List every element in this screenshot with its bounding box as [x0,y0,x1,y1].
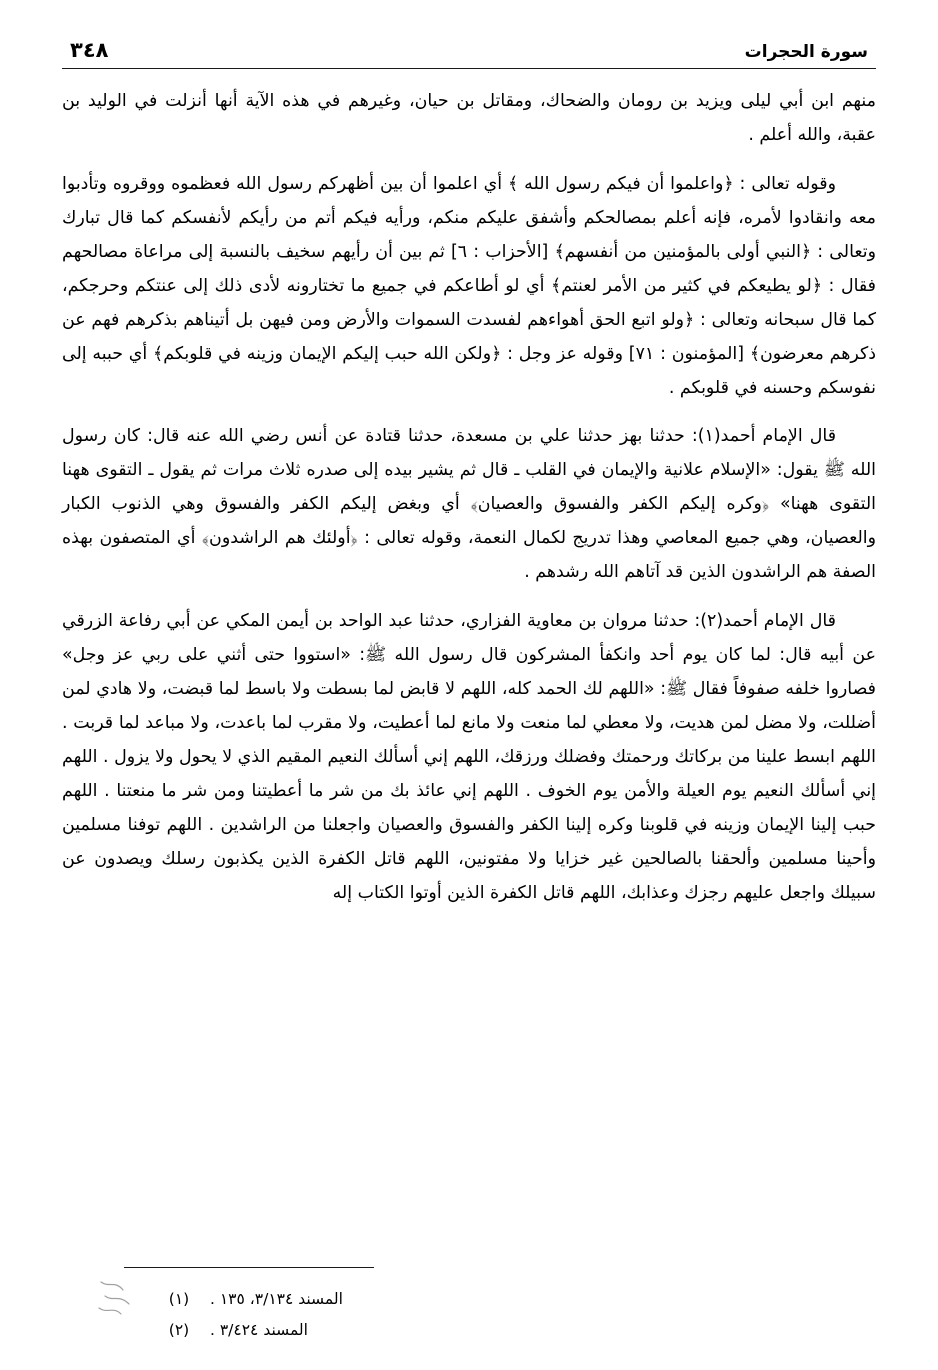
paragraph: وقوله تعالى : ﴿واعلموا أن فيكم رسول الله ﴾ أي اعلموا أن بين أظهركم رسول الله فعظموه ووقروه وتأدبوا معه وانقادوا لأمره، فإنه أعلم بمصالحكم وأشفق عليكم منكم، ورأيه فيكم أتم من رأيكم لأنفسكم كما قال تبارك وتعالى : ﴿النبي أولى بالمؤمنين من أنفسهم﴾ [الأحزاب : ٦] ثم بين أن رأيهم سخيف بالنسبة إلى مراعاة مصالحهم فقال : ﴿لو يطيعكم في كثير من الأمر لعنتم﴾ أي لو أطاعكم في جميع ما تختارونه لأدى ذلك إلى عنتكم وحرجكم، كما قال سبحانه وتعالى : ﴿ولو اتبع الحق أهواءهم لفسدت السموات والأرض ومن فيهن بل أتيناهم بذكرهم فهم عن ذكرهم معرضون﴾ [المؤمنون : ٧١] وقوله عز وجل : ﴿ولكن الله حبب إليكم الإيمان وزينه في قلوبكم﴾ أي حببه إلى نفوسكم وحسنه في قلوبكم . [62,173,877,398]
page-number: ٣٤٨ [70,38,109,62]
paragraph: منهم ابن أبي ليلى ويزيد بن رومان والضحاك، ومقاتل بن حيان، وغيرهم في هذه الآية أنها أنزلت في الوليد بن عقبة، والله أعلم . [62,91,876,145]
footnote-separator [124,1267,374,1268]
surah-title: سورة الحجرات [744,42,868,62]
page-body [62,85,876,1263]
ink-mark-icon [95,1276,155,1318]
footnote-item [102,1315,876,1346]
paragraph: قال الإمام أحمد(٢): حدثنا مروان بن معاوية الفزاري، حدثنا عبد الواحد بن أيمن المكي عن أبي رفاعة الزرقي عن أبيه قال: لما كان يوم أحد وانكفأ المشركون قال رسول الله ﷺ: «استووا حتى أثني على ربي عز وجل» فصاروا خلفه صفوفاً فقال ﷺ: «اللهم لك الحمد كله، اللهم لا قابض لما بسطت ولا باسط لما قبضت، ولا هادي لمن أضللت، ولا مضل لمن هديت، ولا معطي لما منعت ولا مانع لما أعطيت، ولا مقرب لما باعدت، ولا مباعد لما قربت . اللهم ابسط علينا من بركاتك ورحمتك وفضلك ورزقك، اللهم إني أسألك النعيم المقيم الذي لا يحول ولا يزول . اللهم إني أسألك النعيم يوم العيلة والأمن يوم الخوف . اللهم إني عائذ بك من شر ما أعطيتنا ومن شر ما منعتنا . اللهم حبب إلينا الإيمان وزينه في قلوبنا وكره إلينا الكفر والفسوق والعصيان واجعلنا من الراشدين . اللهم توفنا مسلمين وأحينا مسلمين وألحقنا بالصالحين غير خزايا ولا مفتونين، اللهم قاتل الكفرة الذين يكذبون رسلك ويصدون عن سبيلك واجعل عليهم رجزك وعذابك، اللهم قاتل الكفرة الذين أوتوا الكتاب إله [62,611,876,903]
footnote-text: المسند ٣/٤٢٤ . [210,1321,308,1339]
footnotes [62,1284,876,1346]
footnote-number: (١) [168,1290,190,1308]
footnote-text: المسند ٣/١٣٤، ١٣٥ . [210,1290,343,1308]
page-header [62,38,876,69]
footnote-item [102,1284,876,1315]
paragraph: قال الإمام أحمد(١): حدثنا بهز حدثنا علي بن مسعدة، حدثنا قتادة عن أنس رضي الله عنه قال: كان رسول الله ﷺ يقول: «الإسلام علانية والإيمان في القلب ـ قال ثم يشير بيده إلى صدره ثلاث مرات ثم يقول ـ التقوى ههنا التقوى ههنا» ﴿وكره إليكم الكفر والفسوق والعصيان﴾ أي وبغض إليكم الكفر والفسوق وهي الذنوب الكبار والعصيان، وهي جميع المعاصي وهذا تدريج لكمال النعمة، وقوله تعالى : ﴿أولئك هم الراشدون﴾ أي المتصفون بهذه الصفة هم الراشدون الذين قد آتاهم الله رشدهم . [62,426,876,583]
footnote-number: (٢) [168,1321,190,1339]
